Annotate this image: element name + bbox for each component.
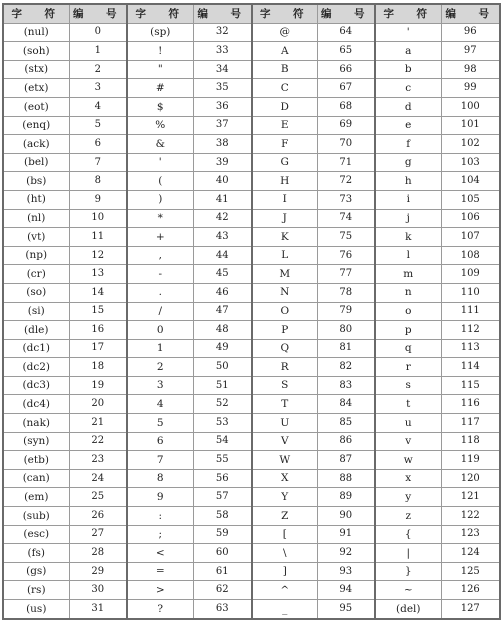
code-cell: 5 [69,116,127,135]
code-cell: 48 [193,321,252,340]
char-cell: S [252,376,317,395]
table-row [3,562,500,581]
char-cell: # [127,79,193,98]
code-cell: 110 [441,283,500,302]
char-cell: (em) [3,488,69,507]
code-cell: 114 [441,358,500,377]
code-cell: 46 [193,283,252,302]
char-cell: $ [127,97,193,116]
code-cell: 87 [317,451,375,470]
char-cell: 6 [127,432,193,451]
char-cell: ) [127,190,193,209]
header-code-label: 编 号 [69,4,127,23]
char-cell: (soh) [3,42,69,61]
char-cell: Y [252,488,317,507]
char-cell: ; [127,525,193,544]
header-code-label: 编 号 [193,4,252,23]
char-cell: H [252,172,317,191]
code-cell: 90 [317,507,375,526]
char-cell: { [375,525,441,544]
char-cell: (can) [3,469,69,488]
code-cell: 23 [69,451,127,470]
char-cell: \ [252,544,317,563]
char-cell: 0 [127,321,193,340]
char-cell: 2 [127,358,193,377]
char-cell: W [252,451,317,470]
char-cell: R [252,358,317,377]
code-cell: 12 [69,246,127,265]
code-cell: 60 [193,544,252,563]
char-cell: Z [252,507,317,526]
char-cell: (rs) [3,581,69,600]
code-cell: 33 [193,42,252,61]
code-cell: 42 [193,209,252,228]
char-cell: [ [252,525,317,544]
char-cell: I [252,190,317,209]
char-cell: f [375,135,441,154]
char-cell: (etb) [3,451,69,470]
code-cell: 124 [441,544,500,563]
table-row [3,507,500,526]
char-cell: k [375,228,441,247]
code-cell: 112 [441,321,500,340]
code-cell: 89 [317,488,375,507]
code-cell: 123 [441,525,500,544]
char-cell: 1 [127,339,193,358]
table-row [3,153,500,172]
code-cell: 16 [69,321,127,340]
char-cell: r [375,358,441,377]
code-cell: 3 [69,79,127,98]
code-cell: 44 [193,246,252,265]
char-cell: (del) [375,600,441,619]
code-cell: 102 [441,135,500,154]
char-cell: . [127,283,193,302]
table-row [3,116,500,135]
code-cell: 92 [317,544,375,563]
code-cell: 117 [441,414,500,433]
char-cell: o [375,302,441,321]
char-cell: 3 [127,376,193,395]
code-cell: 34 [193,60,252,79]
char-cell: V [252,432,317,451]
code-cell: 45 [193,265,252,284]
code-cell: 63 [193,600,252,619]
code-cell: 78 [317,283,375,302]
code-cell: 27 [69,525,127,544]
code-cell: 127 [441,600,500,619]
table-row [3,395,500,414]
code-cell: 21 [69,414,127,433]
char-cell: l [375,246,441,265]
code-cell: 101 [441,116,500,135]
char-cell: (si) [3,302,69,321]
code-cell: 94 [317,581,375,600]
code-cell: 70 [317,135,375,154]
code-cell: 111 [441,302,500,321]
code-cell: 61 [193,562,252,581]
char-cell: 9 [127,488,193,507]
char-cell: B [252,60,317,79]
char-cell: T [252,395,317,414]
code-cell: 24 [69,469,127,488]
code-cell: 6 [69,135,127,154]
code-cell: 91 [317,525,375,544]
table-row [3,60,500,79]
code-cell: 100 [441,97,500,116]
char-cell: ' [375,23,441,42]
char-cell: 5 [127,414,193,433]
table-body [3,23,500,619]
code-cell: 29 [69,562,127,581]
char-cell: v [375,432,441,451]
code-cell: 10 [69,209,127,228]
char-cell: (enq) [3,116,69,135]
char-cell: (eot) [3,97,69,116]
char-cell: w [375,451,441,470]
char-cell: 4 [127,395,193,414]
code-cell: 41 [193,190,252,209]
table-row [3,581,500,600]
char-cell: j [375,209,441,228]
code-cell: 82 [317,358,375,377]
char-cell: (dc3) [3,376,69,395]
char-cell: 8 [127,469,193,488]
code-cell: 77 [317,265,375,284]
char-cell: | [375,544,441,563]
char-cell: ~ [375,581,441,600]
table-row [3,451,500,470]
char-cell: i [375,190,441,209]
char-cell: N [252,283,317,302]
table-row [3,172,500,191]
char-cell: (dc1) [3,339,69,358]
char-cell: > [127,581,193,600]
code-cell: 67 [317,79,375,98]
table-row [3,79,500,98]
code-cell: 43 [193,228,252,247]
code-cell: 120 [441,469,500,488]
char-cell: (dc2) [3,358,69,377]
char-cell: (np) [3,246,69,265]
code-cell: 19 [69,376,127,395]
char-cell: (dle) [3,321,69,340]
table-row [3,97,500,116]
char-cell: (vt) [3,228,69,247]
char-cell: (fs) [3,544,69,563]
char-cell: F [252,135,317,154]
char-cell: ] [252,562,317,581]
code-cell: 17 [69,339,127,358]
code-cell: 38 [193,135,252,154]
code-cell: 9 [69,190,127,209]
char-cell: & [127,135,193,154]
table-row [3,228,500,247]
char-cell: + [127,228,193,247]
code-cell: 81 [317,339,375,358]
char-cell: P [252,321,317,340]
char-cell: (stx) [3,60,69,79]
char-cell: (gs) [3,562,69,581]
char-cell: (etx) [3,79,69,98]
char-cell: X [252,469,317,488]
table-row [3,209,500,228]
code-cell: 97 [441,42,500,61]
char-cell: (bs) [3,172,69,191]
code-cell: 18 [69,358,127,377]
table-row [3,600,500,619]
code-cell: 93 [317,562,375,581]
char-cell: (cr) [3,265,69,284]
code-cell: 31 [69,600,127,619]
char-cell: U [252,414,317,433]
table-row [3,544,500,563]
code-cell: 98 [441,60,500,79]
char-cell: 7 [127,451,193,470]
table-row [3,469,500,488]
char-cell: O [252,302,317,321]
table-row [3,488,500,507]
code-cell: 75 [317,228,375,247]
code-cell: 118 [441,432,500,451]
table-row [3,321,500,340]
char-cell: t [375,395,441,414]
code-cell: 126 [441,581,500,600]
code-cell: 55 [193,451,252,470]
code-cell: 121 [441,488,500,507]
char-cell: A [252,42,317,61]
code-cell: 115 [441,376,500,395]
code-cell: 96 [441,23,500,42]
code-cell: 72 [317,172,375,191]
code-cell: 30 [69,581,127,600]
code-cell: 109 [441,265,500,284]
char-cell: , [127,246,193,265]
char-cell: (ack) [3,135,69,154]
code-cell: 26 [69,507,127,526]
table-row [3,525,500,544]
table-row [3,42,500,61]
header-row [3,4,500,23]
table-row [3,302,500,321]
header-char-label: 字 符 [252,4,317,23]
char-cell: } [375,562,441,581]
char-cell: y [375,488,441,507]
char-cell: (us) [3,600,69,619]
char-cell: (nl) [3,209,69,228]
char-cell: (so) [3,283,69,302]
char-cell: : [127,507,193,526]
table-row [3,376,500,395]
code-cell: 37 [193,116,252,135]
code-cell: 65 [317,42,375,61]
code-cell: 51 [193,376,252,395]
code-cell: 36 [193,97,252,116]
char-cell: D [252,97,317,116]
char-cell: (sub) [3,507,69,526]
code-cell: 1 [69,42,127,61]
code-cell: 80 [317,321,375,340]
code-cell: 64 [317,23,375,42]
char-cell: z [375,507,441,526]
char-cell: (nak) [3,414,69,433]
code-cell: 68 [317,97,375,116]
code-cell: 104 [441,172,500,191]
code-cell: 40 [193,172,252,191]
code-cell: 22 [69,432,127,451]
table-row [3,190,500,209]
char-cell: n [375,283,441,302]
code-cell: 15 [69,302,127,321]
header-char-label: 字 符 [127,4,193,23]
char-cell: < [127,544,193,563]
char-cell: = [127,562,193,581]
code-cell: 50 [193,358,252,377]
char-cell: % [127,116,193,135]
code-cell: 57 [193,488,252,507]
char-cell: C [252,79,317,98]
code-cell: 8 [69,172,127,191]
char-cell: L [252,246,317,265]
code-cell: 7 [69,153,127,172]
char-cell: b [375,60,441,79]
table-row [3,283,500,302]
char-cell: s [375,376,441,395]
code-cell: 83 [317,376,375,395]
char-cell: ( [127,172,193,191]
code-cell: 62 [193,581,252,600]
code-cell: 4 [69,97,127,116]
code-cell: 13 [69,265,127,284]
code-cell: 99 [441,79,500,98]
char-cell: u [375,414,441,433]
code-cell: 116 [441,395,500,414]
code-cell: 107 [441,228,500,247]
table-row [3,432,500,451]
code-cell: 86 [317,432,375,451]
char-cell: G [252,153,317,172]
code-cell: 76 [317,246,375,265]
char-cell: _ [252,600,317,619]
char-cell: (syn) [3,432,69,451]
code-cell: 103 [441,153,500,172]
code-cell: 0 [69,23,127,42]
char-cell: @ [252,23,317,42]
code-cell: 105 [441,190,500,209]
code-cell: 2 [69,60,127,79]
char-cell: m [375,265,441,284]
header-char-label: 字 符 [375,4,441,23]
char-cell: g [375,153,441,172]
code-cell: 49 [193,339,252,358]
code-cell: 84 [317,395,375,414]
code-cell: 85 [317,414,375,433]
header-code-label: 编 号 [441,4,500,23]
char-cell: (sp) [127,23,193,42]
code-cell: 25 [69,488,127,507]
table-row [3,135,500,154]
char-cell: (ht) [3,190,69,209]
char-cell: M [252,265,317,284]
table-row [3,246,500,265]
code-cell: 28 [69,544,127,563]
char-cell: J [252,209,317,228]
code-cell: 71 [317,153,375,172]
code-cell: 54 [193,432,252,451]
char-cell: h [375,172,441,191]
code-cell: 35 [193,79,252,98]
code-cell: 32 [193,23,252,42]
code-cell: 122 [441,507,500,526]
char-cell: (bel) [3,153,69,172]
code-cell: 113 [441,339,500,358]
char-cell: p [375,321,441,340]
table-row [3,358,500,377]
code-cell: 58 [193,507,252,526]
code-cell: 108 [441,246,500,265]
char-cell: q [375,339,441,358]
code-cell: 125 [441,562,500,581]
ascii-code-table [2,3,501,620]
char-cell: (nul) [3,23,69,42]
code-cell: 20 [69,395,127,414]
code-cell: 14 [69,283,127,302]
char-cell: " [127,60,193,79]
char-cell: e [375,116,441,135]
table-row [3,23,500,42]
char-cell: a [375,42,441,61]
code-cell: 66 [317,60,375,79]
char-cell: (esc) [3,525,69,544]
code-cell: 69 [317,116,375,135]
code-cell: 95 [317,600,375,619]
code-cell: 79 [317,302,375,321]
char-cell: ^ [252,581,317,600]
char-cell: E [252,116,317,135]
code-cell: 119 [441,451,500,470]
code-cell: 73 [317,190,375,209]
code-cell: 11 [69,228,127,247]
table-row [3,414,500,433]
table-row [3,339,500,358]
code-cell: 59 [193,525,252,544]
char-cell: - [127,265,193,284]
code-cell: 106 [441,209,500,228]
char-cell: * [127,209,193,228]
char-cell: ! [127,42,193,61]
char-cell: / [127,302,193,321]
header-char-label: 字 符 [3,4,69,23]
code-cell: 39 [193,153,252,172]
code-cell: 56 [193,469,252,488]
char-cell: c [375,79,441,98]
header-code-label: 编 号 [317,4,375,23]
char-cell: ? [127,600,193,619]
code-cell: 74 [317,209,375,228]
char-cell: x [375,469,441,488]
char-cell: ' [127,153,193,172]
table-row [3,265,500,284]
char-cell: Q [252,339,317,358]
char-cell: d [375,97,441,116]
char-cell: K [252,228,317,247]
code-cell: 52 [193,395,252,414]
code-cell: 88 [317,469,375,488]
code-cell: 47 [193,302,252,321]
char-cell: (dc4) [3,395,69,414]
code-cell: 53 [193,414,252,433]
